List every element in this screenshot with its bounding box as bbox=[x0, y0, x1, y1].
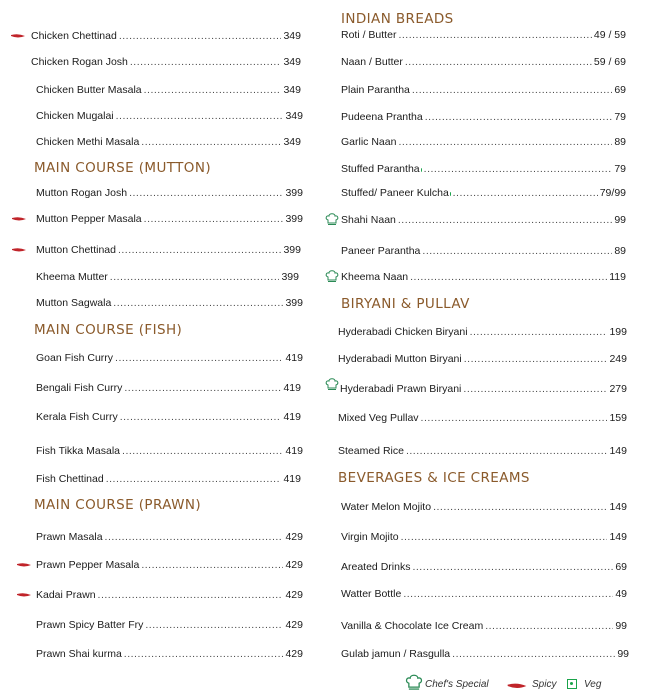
menu-item bbox=[341, 55, 626, 69]
section-heading-mutton: MAIN COURSE (MUTTON) bbox=[34, 160, 212, 176]
section-heading-biryani: BIRYANI & PULLAV bbox=[341, 296, 470, 312]
item-price: 99 bbox=[617, 648, 629, 660]
item-name: Water Melon Mojito bbox=[341, 501, 432, 513]
item-price: 149 bbox=[609, 501, 627, 513]
menu-item bbox=[341, 619, 627, 633]
section-heading-breads: INDIAN BREADS bbox=[341, 11, 454, 27]
item-name: Watter Bottle bbox=[341, 588, 402, 600]
item-name: Stuffed Parantha bbox=[341, 163, 420, 175]
item-price: 119 bbox=[609, 271, 626, 283]
item-name: Pudeena Prantha bbox=[341, 111, 423, 123]
item-price: 349 bbox=[283, 30, 301, 42]
menu-item bbox=[341, 587, 627, 601]
legend bbox=[405, 676, 635, 696]
item-price: 399 bbox=[285, 297, 303, 309]
menu-item bbox=[36, 212, 303, 226]
menu-item bbox=[36, 135, 301, 149]
item-name: Plain Parantha bbox=[341, 84, 410, 96]
item-price: 79 bbox=[614, 111, 626, 123]
item-price: 79/99 bbox=[599, 187, 626, 199]
menu-item bbox=[36, 410, 301, 424]
menu-item bbox=[341, 162, 626, 176]
veg-icon bbox=[450, 192, 451, 196]
item-price: 399 bbox=[281, 271, 299, 283]
item-name: Mutton Pepper Masala bbox=[36, 213, 142, 225]
menu-item bbox=[36, 558, 303, 572]
item-name: Hyderabadi Chicken Biryani bbox=[338, 326, 468, 338]
item-price: 429 bbox=[285, 531, 303, 543]
menu-item bbox=[341, 28, 626, 42]
menu-item bbox=[340, 382, 627, 396]
item-price: 199 bbox=[609, 326, 627, 338]
item-name: Naan / Butter bbox=[341, 56, 403, 68]
item-price: 249 bbox=[609, 353, 627, 365]
item-price: 49 bbox=[615, 588, 627, 600]
item-name: Roti / Butter bbox=[341, 29, 397, 41]
item-name: Chicken Rogan Josh bbox=[31, 56, 128, 68]
chili-icon bbox=[16, 562, 32, 568]
item-name: Hyderabadi Prawn Biryani bbox=[340, 383, 462, 395]
item-name: Garlic Naan bbox=[341, 136, 397, 148]
item-price: 429 bbox=[285, 619, 303, 631]
item-name: Kheema Mutter bbox=[36, 271, 108, 283]
item-name: Prawn Pepper Masala bbox=[36, 559, 140, 571]
item-name: Kerala Fish Curry bbox=[36, 411, 118, 423]
item-price: 69 bbox=[614, 84, 626, 96]
item-name: Bengali Fish Curry bbox=[36, 382, 123, 394]
item-name: Steamed Rice bbox=[338, 445, 404, 457]
item-name: Paneer Parantha bbox=[341, 245, 421, 257]
item-price: 399 bbox=[285, 213, 303, 225]
chef-hat-icon bbox=[405, 673, 423, 691]
item-price: 79 bbox=[614, 163, 626, 175]
item-price: 89 bbox=[614, 245, 626, 257]
chili-icon bbox=[505, 682, 529, 690]
menu-item bbox=[36, 109, 303, 123]
item-name: Prawn Spicy Batter Fry bbox=[36, 619, 144, 631]
item-name: Fish Chettinad bbox=[36, 473, 104, 485]
menu-item bbox=[341, 213, 626, 227]
chef-hat-icon bbox=[325, 377, 339, 391]
menu-item bbox=[36, 472, 301, 486]
chili-icon bbox=[10, 33, 26, 39]
menu-item bbox=[36, 444, 303, 458]
menu-item bbox=[36, 270, 299, 284]
menu-item bbox=[36, 186, 303, 200]
item-price: 349 bbox=[283, 136, 301, 148]
section-heading-fish: MAIN COURSE (FISH) bbox=[34, 322, 183, 338]
item-price: 399 bbox=[283, 244, 301, 256]
item-name: Chicken Mugalai bbox=[36, 110, 114, 122]
section-heading-beverages: BEVERAGES & ICE CREAMS bbox=[338, 470, 530, 486]
menu-item bbox=[36, 83, 301, 97]
item-price: 99 bbox=[614, 214, 626, 226]
item-price: 159 bbox=[609, 412, 627, 424]
menu-item bbox=[31, 55, 301, 69]
item-name: Chicken Methi Masala bbox=[36, 136, 140, 148]
item-price: 419 bbox=[285, 352, 303, 364]
item-price: 429 bbox=[285, 589, 303, 601]
menu-item bbox=[36, 296, 303, 310]
menu-item bbox=[341, 186, 626, 200]
item-price: 49 / 59 bbox=[593, 29, 626, 41]
item-name: Areated Drinks bbox=[341, 561, 411, 573]
legend-veg-label: Veg bbox=[584, 679, 602, 690]
section-heading-prawn: MAIN COURSE (PRAWN) bbox=[34, 497, 202, 513]
menu-item bbox=[338, 444, 627, 458]
menu-item bbox=[338, 411, 627, 425]
item-name: Prawn Shai kurma bbox=[36, 648, 122, 660]
veg-icon bbox=[567, 679, 577, 689]
menu-item bbox=[341, 244, 626, 258]
item-name: Chicken Chettinad bbox=[31, 30, 117, 42]
menu-item bbox=[36, 618, 303, 632]
item-name: Goan Fish Curry bbox=[36, 352, 114, 364]
item-price: 419 bbox=[283, 382, 301, 394]
item-name: Mutton Sagwala bbox=[36, 297, 112, 309]
item-price: 279 bbox=[609, 383, 627, 395]
menu-item bbox=[341, 530, 627, 544]
item-name: Shahi Naan bbox=[341, 214, 396, 226]
menu-item bbox=[36, 351, 303, 365]
item-name: Gulab jamun / Rasgulla bbox=[341, 648, 451, 660]
item-name: Chicken Butter Masala bbox=[36, 84, 142, 96]
chili-icon bbox=[16, 592, 32, 598]
menu-item bbox=[31, 29, 301, 43]
item-name: Virgin Mojito bbox=[341, 531, 399, 543]
chef-hat-icon bbox=[325, 212, 339, 226]
legend-spicy-label: Spicy bbox=[532, 679, 557, 690]
legend-chef-label: Chef's Special bbox=[425, 679, 489, 690]
item-price: 149 bbox=[609, 531, 627, 543]
item-name: Hyderabadi Mutton Biryani bbox=[338, 353, 462, 365]
item-price: 399 bbox=[285, 187, 303, 199]
item-price: 419 bbox=[285, 445, 303, 457]
item-name: Kheema Naan bbox=[341, 271, 409, 283]
item-price: 99 bbox=[615, 620, 627, 632]
menu-item bbox=[36, 530, 303, 544]
menu-item bbox=[341, 110, 626, 124]
menu-item bbox=[341, 500, 627, 514]
menu-item bbox=[36, 243, 301, 257]
menu-item bbox=[341, 135, 626, 149]
menu-item bbox=[338, 352, 627, 366]
item-name: Prawn Masala bbox=[36, 531, 103, 543]
item-price: 69 bbox=[615, 561, 627, 573]
menu-item bbox=[338, 325, 627, 339]
item-price: 429 bbox=[285, 648, 303, 660]
item-name: Mutton Chettinad bbox=[36, 244, 116, 256]
menu-item bbox=[36, 588, 303, 602]
item-name: Stuffed/ Paneer Kulcha bbox=[341, 187, 449, 199]
menu-item bbox=[341, 83, 626, 97]
menu-item bbox=[341, 647, 629, 661]
item-price: 429 bbox=[285, 559, 303, 571]
menu-item bbox=[36, 647, 303, 661]
menu-item bbox=[341, 560, 627, 574]
chef-hat-icon bbox=[325, 269, 339, 283]
menu-item bbox=[36, 381, 301, 395]
item-price: 419 bbox=[283, 473, 301, 485]
item-name: Mutton Rogan Josh bbox=[36, 187, 128, 199]
item-price: 349 bbox=[283, 84, 301, 96]
item-name: Kadai Prawn bbox=[36, 589, 96, 601]
chili-icon bbox=[11, 216, 27, 222]
item-name: Fish Tikka Masala bbox=[36, 445, 121, 457]
item-name: Mixed Veg Pullav bbox=[338, 412, 419, 424]
item-name: Vanilla & Chocolate Ice Cream bbox=[341, 620, 484, 632]
chili-icon bbox=[11, 247, 27, 253]
menu-item bbox=[341, 270, 626, 284]
veg-icon bbox=[421, 168, 422, 172]
item-price: 149 bbox=[609, 445, 627, 457]
item-price: 349 bbox=[283, 56, 301, 68]
item-price: 349 bbox=[285, 110, 303, 122]
item-price: 89 bbox=[614, 136, 626, 148]
item-price: 59 / 69 bbox=[593, 56, 626, 68]
item-price: 419 bbox=[283, 411, 301, 423]
